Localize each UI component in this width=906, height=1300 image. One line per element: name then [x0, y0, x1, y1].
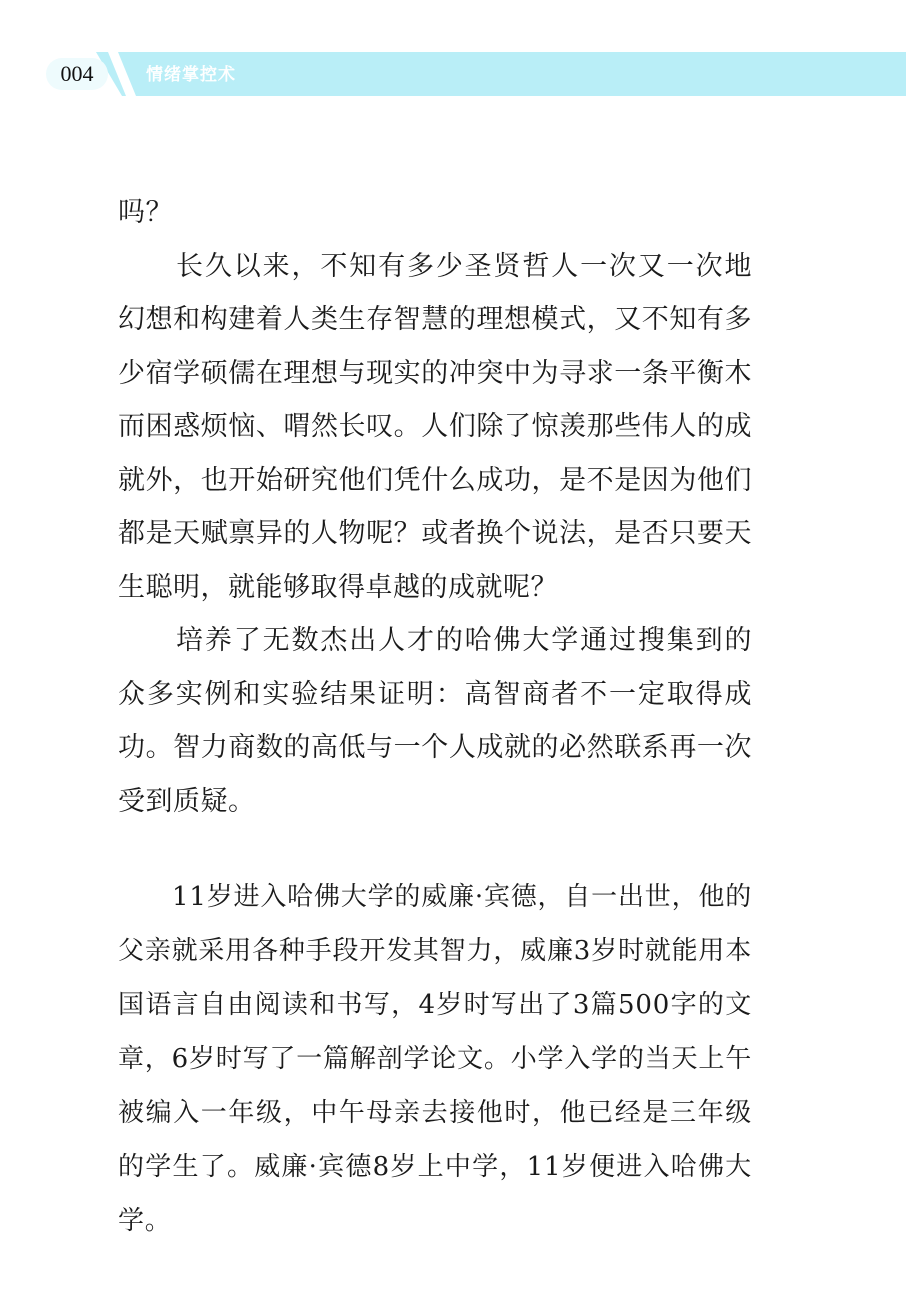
example-block: [118, 870, 752, 1248]
continuation-text: 吗？: [118, 197, 173, 228]
main-text: [118, 186, 752, 828]
paragraph-1: 长久以来，不知有多少圣贤哲人一次又一次地幻想和构建着人类生存智慧的理想模式，又不知有多少宿学硕儒在理想与现实的冲突中为寻求一条平衡木而困惑烦恼、喟然长叹。人们除了惊羡那些伟人的成就外，也开始研究他们凭什么成功，是不是因为他们都是天赋禀异的人物呢？或者换个说法，是否只要天生聪明，就能够取得卓越的成就呢？: [118, 250, 752, 603]
example-paragraph: 11岁进入哈佛大学的威廉·宾德，自一出世，他的父亲就采用各种手段开发其智力，威廉3岁时就能用本国语言自由阅读和书写，4岁时写出了3篇500字的文章，6岁时写了一篇解剖学论文。小学入学的当天上午被编入一年级，中午母亲去接他时，他已经是三年级的学生了。威廉·宾德8岁上中学，11岁便进入哈佛大学。: [118, 882, 752, 1236]
page-number: 004: [60, 61, 94, 86]
header-band: [0, 52, 906, 96]
running-header-title: 情绪掌控术: [146, 65, 236, 85]
paragraph-2: 培养了无数杰出人才的哈佛大学通过搜集到的众多实例和实验结果证明：高智商者不一定取得成功。智力商数的高低与一个人成就的必然联系再一次受到质疑。: [118, 625, 752, 817]
